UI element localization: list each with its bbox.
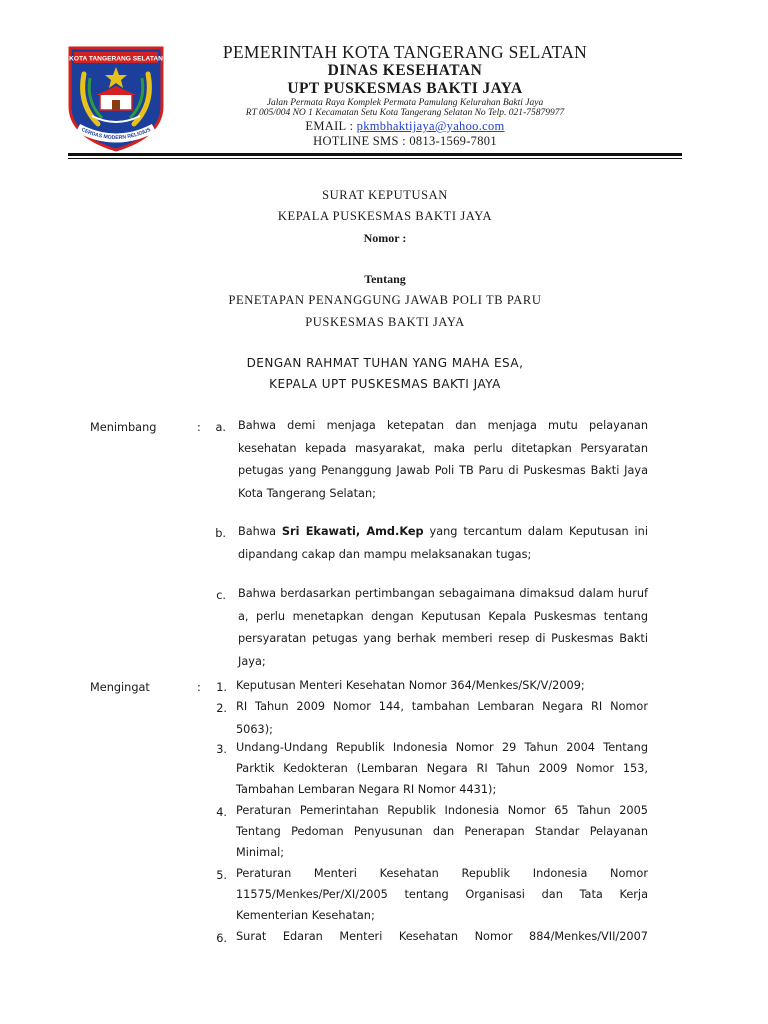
appointee-name: Sri Ekawati, Amd.Kep (281, 525, 424, 538)
address-line-1: Jalan Permata Raya Komplek Permata Pamulang Kelurahan Bakti Jaya (266, 98, 544, 108)
city-emblem-logo (62, 44, 170, 154)
email-link[interactable]: pkmbhaktijaya@yahoo.com (356, 119, 505, 133)
reference-marker: 2. (216, 702, 227, 715)
reference-6: Surat Edaran Menteri Kesehatan Nomor 884/Menkes/VII/2007 (236, 930, 648, 943)
menimbang-colon: : (197, 421, 201, 434)
preamble-line-1: DENGAN RAHMAT TUHAN YANG MAHA ESA, (246, 356, 524, 370)
reference-2: RI Tahun 2009 Nomor 144, tambahan Lembaran Negara RI Nomor 5063); (236, 700, 648, 736)
menimbang-label: Menimbang (90, 421, 157, 434)
preamble-line-2: KEPALA UPT PUSKESMAS BAKTI JAYA (269, 377, 501, 391)
reference-marker: 5. (216, 869, 227, 882)
consideration-b (238, 521, 648, 566)
mengingat-colon: : (197, 681, 201, 694)
reference-3: Undang-Undang Republik Indonesia Nomor 29 Tahun 2004 Tentang Parktik Kedokteran (Lembaran Negara RI Tahun 2009 Nomor 153, Tambahan Lembaran Negara RI Nomor 4431); (236, 741, 648, 796)
document-number: Nomor : (363, 231, 407, 245)
government-name: PEMERINTAH KOTA TANGERANG SELATAN (222, 42, 588, 62)
header-divider-thin (68, 158, 682, 159)
subject-line-1: PENETAPAN PENANGGUNG JAWAB POLI TB PARU (228, 293, 542, 307)
consideration-b-lead: Bahwa (238, 525, 282, 538)
reference-marker: 3. (216, 743, 227, 756)
reference-4: Peraturan Pemerintahan Republik Indonesia Nomor 65 Tahun 2005 Tentang Pedoman Penyusunan dan Penerapan Standar Pelayanan Minimal; (236, 804, 648, 859)
consideration-a: Bahwa demi menjaga ketepatan dan menjaga mutu pelayanan kesehatan kepada masyarakat, maka perlu ditetapkan Persyaratan petugas yang Penanggung Jawab Poli TB Paru di Puskesmas Bakti Jaya Kota Tangerang Selatan; (238, 419, 648, 500)
document-type: SURAT KEPUTUSAN (322, 188, 448, 202)
address-line-2: RT 005/004 NO 1 Kecamatan Setu Kota Tangerang Selatan No Telp. 021-75879977 (245, 108, 565, 118)
email-label: EMAIL : (305, 119, 357, 133)
department-name: DINAS KESEHATAN (327, 62, 483, 79)
reference-5: Peraturan Menteri Kesehatan Republik Indonesia Nomor 11575/Menkes/Per/XI/2005 tentang Organisasi dan Tata Kerja Kementerian Kesehatan; (236, 867, 648, 922)
hotline-line: HOTLINE SMS : 0813-1569-7801 (313, 134, 497, 148)
header-divider-thick (68, 153, 682, 156)
emblem-label: KOTA TANGERANG SELATAN (69, 55, 163, 63)
consideration-marker: b. (215, 527, 226, 540)
reference-marker: 6. (216, 932, 227, 945)
mengingat-label: Mengingat (90, 681, 150, 694)
consideration-marker: c. (216, 589, 226, 602)
reference-marker: 4. (216, 806, 227, 819)
emblem-motto: CERDAS MODERN RELIGIUS (80, 126, 152, 142)
unit-name: UPT PUSKESMAS BAKTI JAYA (287, 80, 523, 97)
document-issuer: KEPALA PUSKESMAS BAKTI JAYA (277, 209, 493, 223)
reference-1: Keputusan Menteri Kesehatan Nomor 364/Menkes/SK/V/2009; (236, 679, 585, 692)
consideration-c: Bahwa berdasarkan pertimbangan sebagaimana dimaksud dalam huruf a, perlu menetapkan dengan Keputusan Kepala Puskesmas tentang persyaratan petugas yang berhak memberi resep di Puskesmas Bakti Jaya; (238, 587, 648, 668)
about-heading: Tentang (364, 272, 406, 286)
consideration-marker: a. (215, 421, 226, 434)
email-line (170, 119, 640, 134)
consideration-b-rest: yang tercantum dalam Keputusan ini dipandang cakap dan mampu melaksanakan tugas; (238, 525, 648, 561)
subject-line-2: PUSKESMAS BAKTI JAYA (305, 315, 465, 329)
reference-marker: 1. (216, 681, 227, 694)
